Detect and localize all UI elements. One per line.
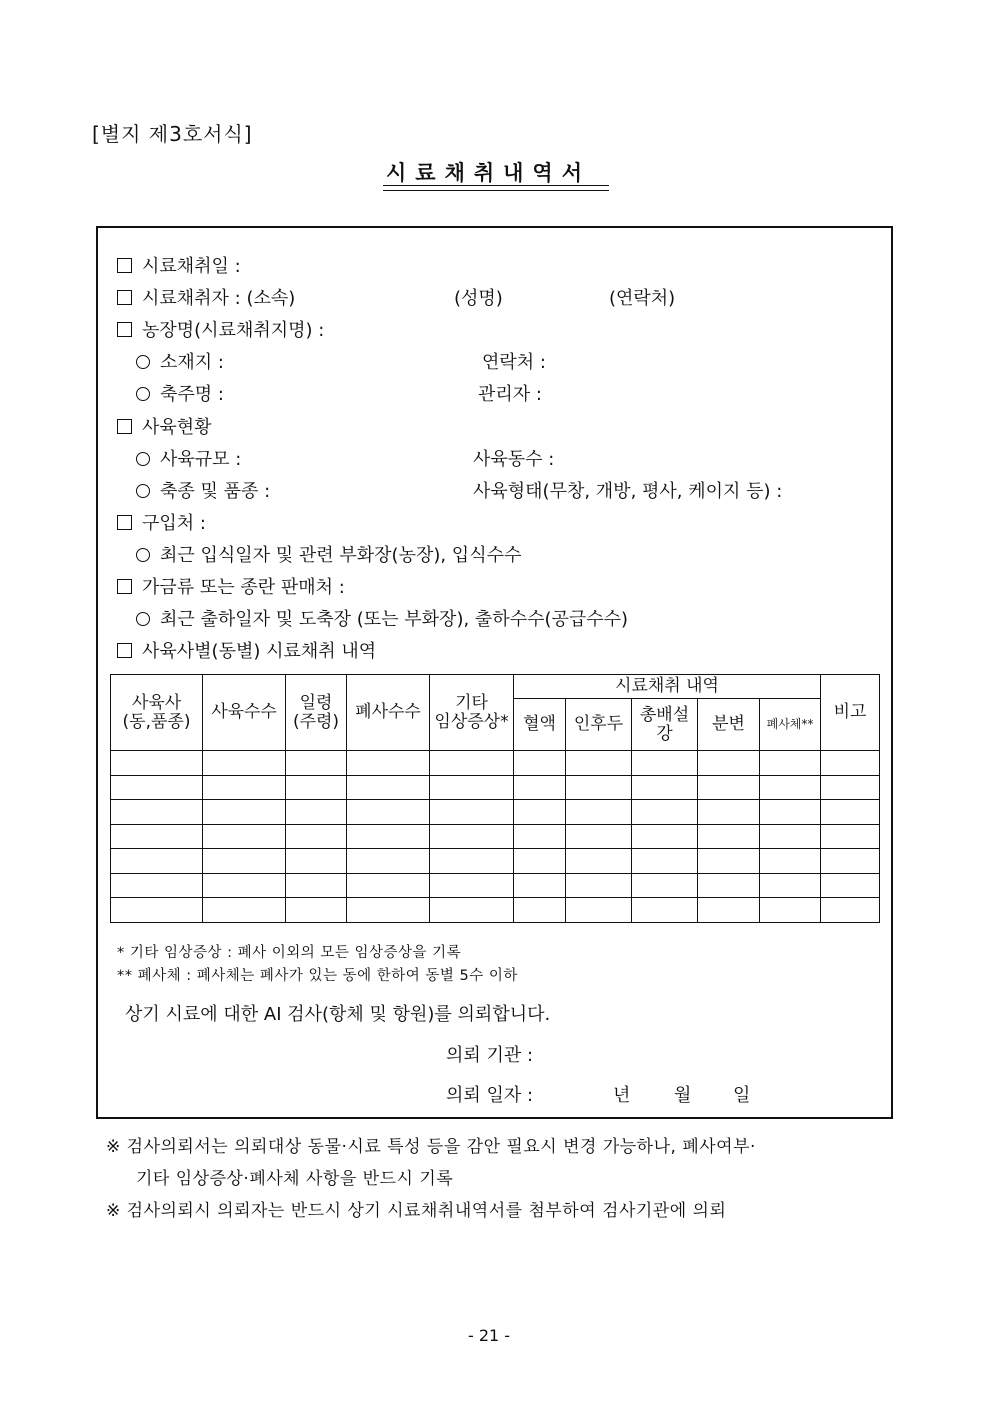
label: 가금류 또는 종란 판매처 :: [142, 577, 345, 598]
table-cell[interactable]: [760, 849, 821, 874]
circle-bullet-icon: [136, 484, 150, 498]
table-cell[interactable]: [430, 849, 514, 874]
table-cell[interactable]: [698, 751, 760, 776]
label: 농장명(시료채취지명) :: [142, 320, 325, 341]
table-cell[interactable]: [760, 775, 821, 800]
table-cell[interactable]: [566, 849, 632, 874]
request-day: 일: [733, 1085, 751, 1106]
table-cell[interactable]: [821, 775, 880, 800]
checkbox-icon: [117, 258, 132, 273]
table-row: [111, 849, 880, 874]
document-title: 시료채취내역서: [386, 161, 592, 185]
table-cell[interactable]: [698, 849, 760, 874]
table-cell[interactable]: [430, 800, 514, 825]
label: 최근 입식일자 및 관련 부화장(농장), 입식수수: [160, 545, 522, 566]
table-row: [111, 873, 880, 898]
label: 시료채취일 :: [142, 256, 241, 277]
table-cell[interactable]: [111, 849, 203, 874]
table-cell[interactable]: [821, 751, 880, 776]
table-cell[interactable]: [203, 800, 286, 825]
header-text: 임상증상*: [434, 711, 509, 732]
label: 소재지 :: [160, 352, 224, 373]
table-cell[interactable]: [286, 849, 347, 874]
table-cell[interactable]: [698, 800, 760, 825]
field-manager: 관리자 :: [478, 384, 542, 405]
checkbox-icon: [117, 579, 132, 594]
field-purchase: [117, 509, 206, 535]
table-cell[interactable]: [286, 751, 347, 776]
table-cell[interactable]: [632, 873, 698, 898]
header-carcass: 폐사체**: [760, 699, 821, 751]
request-agency: 의뢰 기관 :: [446, 1045, 534, 1066]
table-cell[interactable]: [347, 898, 430, 923]
header-symptom: [430, 675, 514, 751]
checkbox-icon: [117, 515, 132, 530]
circle-bullet-icon: [136, 548, 150, 562]
field-rearing-type: 사육형태(무창, 개방, 평사, 케이지 등) :: [473, 481, 783, 502]
circle-bullet-icon: [136, 387, 150, 401]
table-cell[interactable]: [347, 800, 430, 825]
field-rearing-buildings: 사육동수 :: [473, 449, 555, 470]
checkbox-icon: [117, 643, 132, 658]
circle-bullet-icon: [136, 612, 150, 626]
table-cell[interactable]: [347, 824, 430, 849]
table-cell[interactable]: [821, 824, 880, 849]
table-cell[interactable]: [566, 800, 632, 825]
sampling-table: [110, 674, 880, 923]
table-cell[interactable]: [430, 751, 514, 776]
note-carcass: ** 폐사체 : 폐사체는 폐사가 있는 동에 한하여 동별 5수 이하: [117, 968, 518, 984]
table-cell[interactable]: [203, 898, 286, 923]
header-sampling: 시료채취 내역: [514, 675, 821, 699]
label: 축종 및 품종 :: [160, 481, 271, 502]
field-owner: [136, 380, 224, 406]
circle-bullet-icon: [136, 452, 150, 466]
note-symptom: * 기타 임상증상 : 폐사 이외의 모든 임상증상을 기록: [117, 945, 462, 961]
header-cloaca: [632, 699, 698, 751]
request-month: 월: [674, 1085, 692, 1106]
field-sampler-name: (성명): [454, 288, 503, 309]
header-feces: 분변: [698, 699, 760, 751]
checkbox-icon: [117, 419, 132, 434]
header-age: [286, 675, 347, 751]
header-text: 총배설: [639, 704, 690, 725]
table-cell[interactable]: [821, 898, 880, 923]
field-location: [136, 348, 224, 374]
table-cell[interactable]: [632, 824, 698, 849]
table-cell[interactable]: [566, 751, 632, 776]
header-text: 강: [656, 723, 673, 744]
table-cell[interactable]: [347, 751, 430, 776]
field-sampler: [117, 284, 295, 310]
table-cell[interactable]: [760, 898, 821, 923]
table-cell[interactable]: [286, 873, 347, 898]
circle-bullet-icon: [136, 355, 150, 369]
table-cell[interactable]: [111, 800, 203, 825]
table-row: [111, 824, 880, 849]
label: 시료채취자 : (소속): [142, 288, 296, 309]
label: 구입처 :: [142, 513, 206, 534]
table-cell[interactable]: [111, 751, 203, 776]
table-cell[interactable]: [286, 800, 347, 825]
field-location-contact: 연락처 :: [482, 352, 546, 373]
field-sampler-contact: (연락처): [609, 288, 676, 309]
label: 사육사별(동별) 시료채취 내역: [142, 641, 377, 662]
header-text: 기타: [455, 692, 488, 713]
label: 사육현황: [142, 417, 212, 438]
title-double-underline: [383, 185, 609, 191]
table-cell[interactable]: [632, 751, 698, 776]
header-blood: 혈액: [514, 699, 566, 751]
checkbox-icon: [117, 290, 132, 305]
footnote-1: ※ 검사의뢰서는 의뢰대상 동물·시료 특성 등을 감안 필요시 변경 가능하나, 폐사여부·: [106, 1137, 756, 1157]
table-cell[interactable]: [821, 849, 880, 874]
label: 축주명 :: [160, 384, 224, 405]
page-number: - 21 -: [468, 1326, 511, 1345]
form-number-label: [별지 제3호서식]: [92, 122, 253, 146]
table-cell[interactable]: [566, 824, 632, 849]
table-cell[interactable]: [430, 775, 514, 800]
table-cell[interactable]: [632, 898, 698, 923]
request-year: 년: [613, 1085, 631, 1106]
field-farm-name: [117, 316, 324, 342]
field-species: [136, 477, 270, 503]
table-cell[interactable]: [566, 873, 632, 898]
footnote-1-cont: 기타 임상증상·폐사체 사항을 반드시 기록: [136, 1169, 454, 1189]
table-row: [111, 775, 880, 800]
table-cell[interactable]: [632, 849, 698, 874]
table-cell[interactable]: [698, 898, 760, 923]
table-cell[interactable]: [514, 898, 566, 923]
footnote-2: ※ 검사의뢰시 의뢰자는 반드시 상기 시료채취내역서를 첨부하여 검사기관에 의뢰: [106, 1201, 727, 1221]
request-statement: 상기 시료에 대한 AI 검사(항체 및 항원)를 의뢰합니다.: [125, 1004, 551, 1025]
table-cell[interactable]: [760, 751, 821, 776]
header-text: (주령): [292, 711, 340, 732]
table-cell[interactable]: [347, 849, 430, 874]
table-cell[interactable]: [514, 849, 566, 874]
table-row: [111, 800, 880, 825]
header-text: (동,품종): [122, 711, 191, 732]
checkbox-icon: [117, 322, 132, 337]
request-date-label: 의뢰 일자 :: [446, 1085, 534, 1106]
table-cell[interactable]: [632, 800, 698, 825]
table-cell[interactable]: [821, 873, 880, 898]
header-dead: 폐사수수: [347, 675, 430, 751]
table-cell[interactable]: [286, 775, 347, 800]
table-cell[interactable]: [760, 873, 821, 898]
table-cell[interactable]: [203, 751, 286, 776]
table-cell[interactable]: [111, 775, 203, 800]
label: 사육규모 :: [160, 449, 242, 470]
table-row: [111, 751, 880, 776]
table-cell[interactable]: [111, 898, 203, 923]
table-cell[interactable]: [760, 824, 821, 849]
field-purchase-detail: [136, 541, 521, 567]
header-count: 사육수수: [203, 675, 286, 751]
table-cell[interactable]: [430, 873, 514, 898]
table-cell[interactable]: [347, 775, 430, 800]
table-cell[interactable]: [347, 873, 430, 898]
header-text: 일령: [299, 692, 333, 713]
table-cell[interactable]: [566, 898, 632, 923]
field-seller-detail: [136, 605, 628, 631]
table-cell[interactable]: [514, 800, 566, 825]
field-rearing-scale: [136, 445, 241, 471]
table-cell[interactable]: [111, 873, 203, 898]
table-cell[interactable]: [286, 824, 347, 849]
field-rearing-status: [117, 413, 212, 439]
table-cell[interactable]: [698, 873, 760, 898]
table-cell[interactable]: [430, 824, 514, 849]
table-cell[interactable]: [514, 824, 566, 849]
table-cell[interactable]: [514, 873, 566, 898]
table-cell[interactable]: [203, 873, 286, 898]
label: 최근 출하일자 및 도축장 (또는 부화장), 출하수수(공급수수): [160, 609, 629, 630]
header-throat: 인후두: [566, 699, 632, 751]
header-note: 비고: [821, 675, 880, 751]
table-cell[interactable]: [698, 775, 760, 800]
table-cell[interactable]: [821, 800, 880, 825]
table-cell[interactable]: [203, 775, 286, 800]
table-row: [111, 898, 880, 923]
table-cell[interactable]: [286, 898, 347, 923]
table-cell[interactable]: [514, 775, 566, 800]
table-cell[interactable]: [566, 775, 632, 800]
table-cell[interactable]: [760, 800, 821, 825]
field-seller: [117, 573, 345, 599]
table-cell[interactable]: [111, 824, 203, 849]
header-text: 사육사: [131, 692, 182, 713]
field-sampling-date: [117, 252, 241, 278]
table-cell[interactable]: [514, 751, 566, 776]
table-cell[interactable]: [203, 824, 286, 849]
table-cell[interactable]: [632, 775, 698, 800]
field-sampling-by-house: [117, 637, 376, 663]
table-cell[interactable]: [430, 898, 514, 923]
table-cell[interactable]: [698, 824, 760, 849]
header-house: [111, 675, 203, 751]
table-cell[interactable]: [203, 849, 286, 874]
